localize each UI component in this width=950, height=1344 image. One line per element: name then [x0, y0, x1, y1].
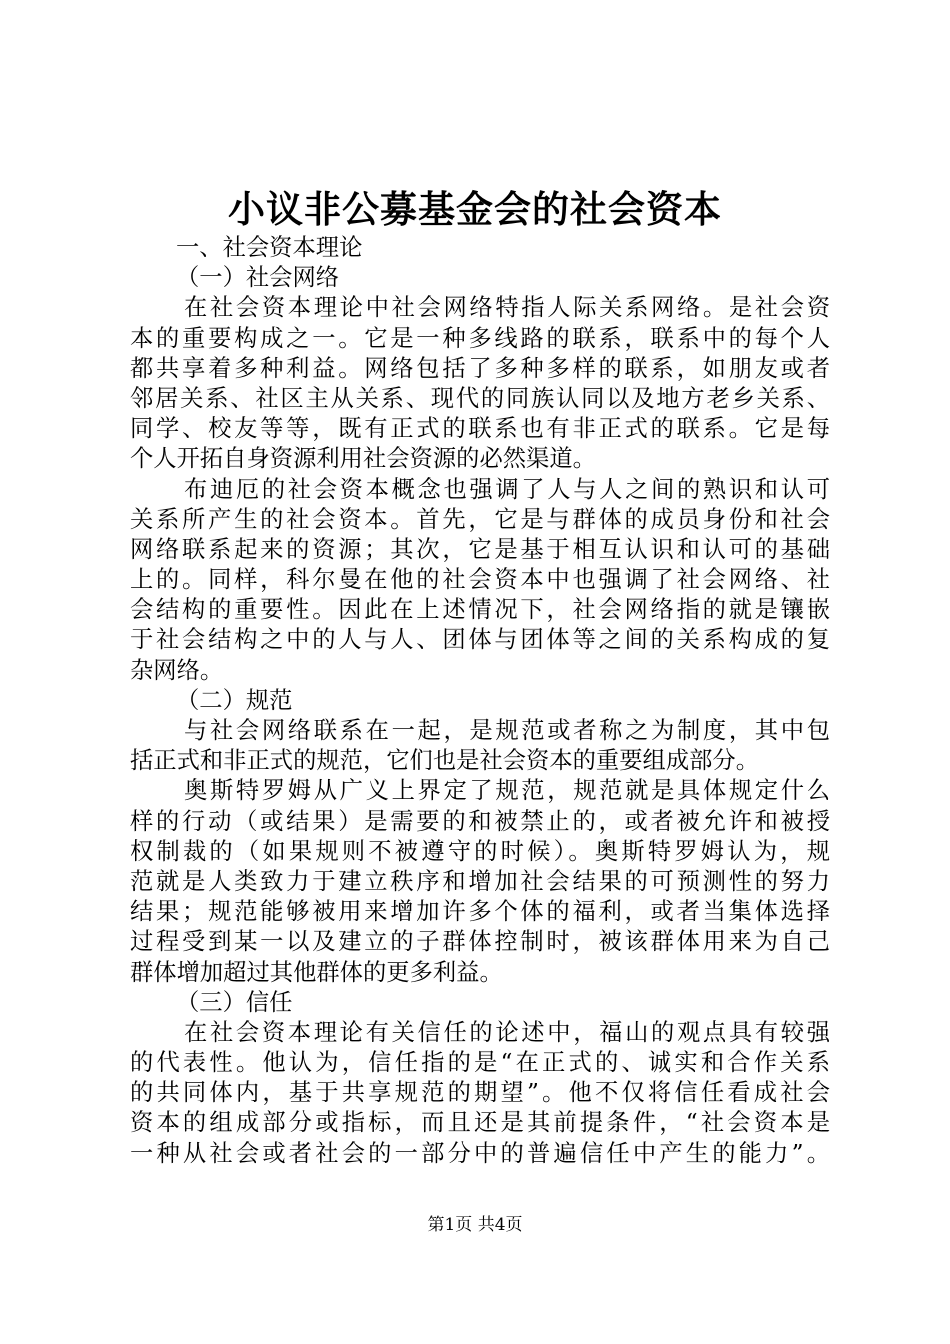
paragraph-line: 邻居关系、社区主从关系、现代的同族认同以及地方老乡关系、	[130, 384, 830, 412]
paragraph-line: 括正式和非正式的规范，它们也是社会资本的重要组成部分。	[130, 747, 760, 775]
paragraph-line: 与社会网络联系在一起，是规范或者称之为制度，其中包	[184, 717, 830, 744]
paragraph-line: 一种从社会或者社会的一部分中的普遍信任中产生的能力”。	[130, 1139, 830, 1167]
paragraph-line: 资本的组成部分或指标，而且还是其前提条件，“社会资本是	[130, 1109, 830, 1137]
paragraph-line: 会结构的重要性。因此在上述情况下，社会网络指的就是镶嵌	[130, 596, 830, 624]
paragraph-line: 于社会结构之中的人与人、团体与团体等之间的关系构成的复	[130, 626, 830, 654]
paragraph-line: 样的行动（或结果）是需要的和被禁止的，或者被允许和被授	[130, 807, 830, 835]
paragraph-line: 网络联系起来的资源；其次，它是基于相互认识和认可的基础	[130, 535, 830, 563]
paragraph-line: 上的。同样，科尔曼在他的社会资本中也强调了社会网络、社	[130, 566, 830, 594]
paragraph-line: 都共享着多种利益。网络包括了多种多样的联系，如朋友或者	[130, 354, 830, 382]
paragraph-line: 在社会资本理论有关信任的论述中，福山的观点具有较强	[184, 1018, 830, 1046]
paragraph-line: 结果；规范能够被用来增加许多个体的福利，或者当集体选择	[130, 898, 830, 926]
document-title: 小议非公募基金会的社会资本	[228, 187, 722, 231]
paragraph-line: 范就是人类致力于建立秩序和增加社会结果的可预测性的努力	[130, 867, 830, 895]
paragraph-line: 同学、校友等等，既有正式的联系也有非正式的联系。它是每	[130, 415, 830, 443]
document-body	[130, 233, 830, 1169]
section-heading: （二）规范	[176, 686, 293, 714]
paragraph-line: 群体增加超过其他群体的更多利益。	[130, 958, 503, 986]
paragraph-line: 权制裁的（如果规则不被遵守的时候）。奥斯特罗姆认为，规	[130, 837, 830, 865]
paragraph-line: 奥斯特罗姆从广义上界定了规范，规范就是具体规定什么	[184, 777, 830, 805]
page-footer: 第1页 共4页	[427, 1215, 523, 1235]
section-heading: （三）信任	[176, 988, 293, 1016]
paragraph-line: 在社会资本理论中社会网络特指人际关系网络。是社会资	[184, 294, 830, 322]
paragraph-line: 杂网络。	[130, 656, 224, 684]
paragraph-line: 布迪厄的社会资本概念也强调了人与人之间的熟识和认可	[184, 475, 830, 503]
paragraph-line: 关系所产生的社会资本。首先，它是与群体的成员身份和社会	[130, 505, 830, 533]
paragraph-line: 过程受到某一以及建立的子群体控制时，被该群体用来为自己	[130, 928, 830, 956]
section-heading: （一）社会网络	[176, 264, 340, 292]
paragraph-line: 的代表性。他认为，信任指的是“在正式的、诚实和合作关系	[130, 1049, 830, 1077]
paragraph-line: 个人开拓自身资源利用社会资源的必然渠道。	[130, 445, 596, 473]
section-heading: 一、社会资本理论	[176, 234, 363, 261]
paragraph-line: 的共同体内，基于共享规范的期望”。他不仅将信任看成社会	[130, 1079, 830, 1107]
paragraph-line: 本的重要构成之一。它是一种多线路的联系，联系中的每个人	[130, 324, 830, 352]
